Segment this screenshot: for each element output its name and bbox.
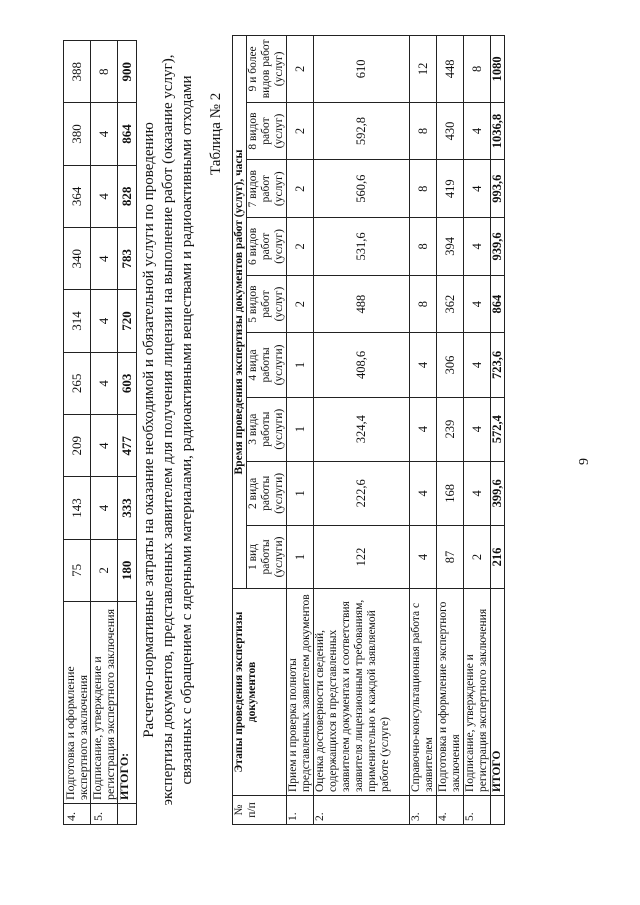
title-line: связанных с обращением с ядерными материалами, радиоактивными веществами и радиоактивными отходами [179, 75, 195, 785]
table-row [464, 36, 491, 825]
cell: 1 [287, 525, 314, 588]
header-index: № п/п [233, 796, 287, 825]
total-cell: 603 [118, 352, 137, 414]
header-column: 8 видов работ (услуг) [247, 102, 287, 160]
cell: 122 [314, 525, 410, 588]
page-number: 9 [577, 458, 592, 465]
row-label: Подписание, утверждение и регистрация экспертного заключения [464, 589, 491, 796]
table-row [287, 36, 314, 825]
header-stage: Этапы проведения экспертизы документов [233, 589, 287, 796]
header-column: 4 вида работы (услуги) [247, 333, 287, 397]
cell: 4 [91, 352, 118, 414]
cell: 2 [287, 36, 314, 103]
cell: 12 [410, 36, 437, 103]
table-row [64, 41, 91, 825]
cell: 4 [464, 397, 491, 461]
cell: 560,6 [314, 160, 410, 218]
row-label: Справочно-консультационная работа с заявителем [410, 589, 437, 796]
table-row [437, 36, 464, 825]
cell: 2 [287, 160, 314, 218]
cell: 531,6 [314, 218, 410, 276]
row-index: 1. [287, 796, 314, 825]
total-cell: 180 [118, 539, 137, 601]
total-cell: 333 [118, 477, 137, 539]
cell: 222,6 [314, 461, 410, 525]
cell: 168 [437, 461, 464, 525]
cell: 362 [437, 275, 464, 333]
section-title [140, 35, 197, 825]
total-cell: 1080 [491, 36, 505, 103]
cell: 380 [64, 103, 91, 165]
header-column: 7 видов работ (услуг) [247, 160, 287, 218]
cell: 4 [91, 103, 118, 165]
header-column: 5 видов работ (услуг) [247, 275, 287, 333]
cell: 4 [91, 228, 118, 290]
cell: 8 [410, 275, 437, 333]
total-cell: 477 [118, 415, 137, 477]
header-column: 6 видов работ (услуг) [247, 218, 287, 276]
row-index: 4. [437, 796, 464, 825]
row-label: Подписание, утверждение и регистрация экспертного заключения [91, 602, 118, 804]
cell: 448 [437, 36, 464, 103]
cell: 430 [437, 102, 464, 160]
cell: 4 [91, 290, 118, 352]
cell: 394 [437, 218, 464, 276]
cell: 87 [437, 525, 464, 588]
title-line: экспертизы документов, представленных заявителем для получения лицензии на выполнение работ (оказание услуг), [160, 54, 176, 806]
row-index: 5. [464, 796, 491, 825]
cell: 8 [464, 36, 491, 103]
cell: 4 [91, 165, 118, 227]
title-line: Расчетно-нормативные затраты на оказание необходимой и обязательной услуги по проведению [141, 122, 157, 738]
table-row [91, 41, 118, 825]
main-table [232, 35, 505, 825]
cell: 408,6 [314, 333, 410, 397]
cell: 2 [287, 275, 314, 333]
total-cell: 723,6 [491, 333, 505, 397]
row-label: Оценка достоверности сведений, содержащихся в представленных заявителем документах и соответствия заявителя лицензионным требованиям, применительно к каждой заявляемой работе (услуге) [314, 589, 410, 796]
cell: 1 [287, 397, 314, 461]
total-row [118, 41, 137, 825]
cell: 388 [64, 41, 91, 103]
row-index: 2. [314, 796, 410, 825]
header-column: 9 и более видов работ (услуг) [247, 36, 287, 103]
row-label: Подготовка и оформление экспертного заключения [437, 589, 464, 796]
cell: 239 [437, 397, 464, 461]
header-group: Время проведения экспертизы документов работ (услуг), часы [233, 36, 247, 589]
cell: 2 [287, 102, 314, 160]
cell: 4 [91, 415, 118, 477]
total-cell: 216 [491, 525, 505, 588]
total-cell: 864 [491, 275, 505, 333]
row-index-empty [491, 796, 505, 825]
cell: 419 [437, 160, 464, 218]
cell: 4 [464, 333, 491, 397]
total-label: ИТОГО [491, 589, 505, 796]
total-cell: 939,6 [491, 218, 505, 276]
cell: 2 [91, 539, 118, 601]
cell: 4 [464, 275, 491, 333]
cell: 4 [464, 160, 491, 218]
cell: 610 [314, 36, 410, 103]
total-cell: 1036,8 [491, 102, 505, 160]
total-cell: 828 [118, 165, 137, 227]
table-row [410, 36, 437, 825]
row-label: Прием и проверка полноты представленных заявителем документов [287, 589, 314, 796]
cell: 8 [410, 102, 437, 160]
total-cell: 399,6 [491, 461, 505, 525]
cell: 4 [410, 397, 437, 461]
row-index-empty [118, 804, 137, 825]
row-index: 4. [64, 804, 91, 825]
cell: 592,8 [314, 102, 410, 160]
total-cell: 783 [118, 228, 137, 290]
cell: 4 [410, 461, 437, 525]
cell: 364 [64, 165, 91, 227]
continuation-table [63, 40, 137, 825]
cell: 8 [410, 218, 437, 276]
header-column: 2 вида работы (услуги) [247, 461, 287, 525]
total-label: ИТОГО: [118, 602, 137, 804]
cell: 2 [464, 525, 491, 588]
cell: 314 [64, 290, 91, 352]
cell: 8 [91, 41, 118, 103]
cell: 340 [64, 228, 91, 290]
cell: 209 [64, 415, 91, 477]
header-column: 1 вид работы (услуги) [247, 525, 287, 588]
total-cell: 572,4 [491, 397, 505, 461]
table-row [314, 36, 410, 825]
cell: 306 [437, 333, 464, 397]
cell: 4 [464, 461, 491, 525]
cell: 143 [64, 477, 91, 539]
cell: 1 [287, 461, 314, 525]
cell: 8 [410, 160, 437, 218]
cell: 324,4 [314, 397, 410, 461]
cell: 75 [64, 539, 91, 601]
row-index: 3. [410, 796, 437, 825]
cell: 4 [410, 525, 437, 588]
total-cell: 720 [118, 290, 137, 352]
cell: 488 [314, 275, 410, 333]
cell: 4 [410, 333, 437, 397]
cell: 4 [91, 477, 118, 539]
total-row [491, 36, 505, 825]
total-cell: 993,6 [491, 160, 505, 218]
row-index: 5. [91, 804, 118, 825]
cell: 4 [464, 102, 491, 160]
header-row [233, 36, 247, 825]
total-cell: 900 [118, 41, 137, 103]
row-label: Подготовка и оформление экспертного заключения [64, 602, 91, 804]
cell: 4 [464, 218, 491, 276]
cell: 2 [287, 218, 314, 276]
total-cell: 864 [118, 103, 137, 165]
cell: 1 [287, 333, 314, 397]
table-caption: Таблица № 2 [208, 92, 224, 175]
cell: 265 [64, 352, 91, 414]
header-column: 3 вида работы (услуги) [247, 397, 287, 461]
